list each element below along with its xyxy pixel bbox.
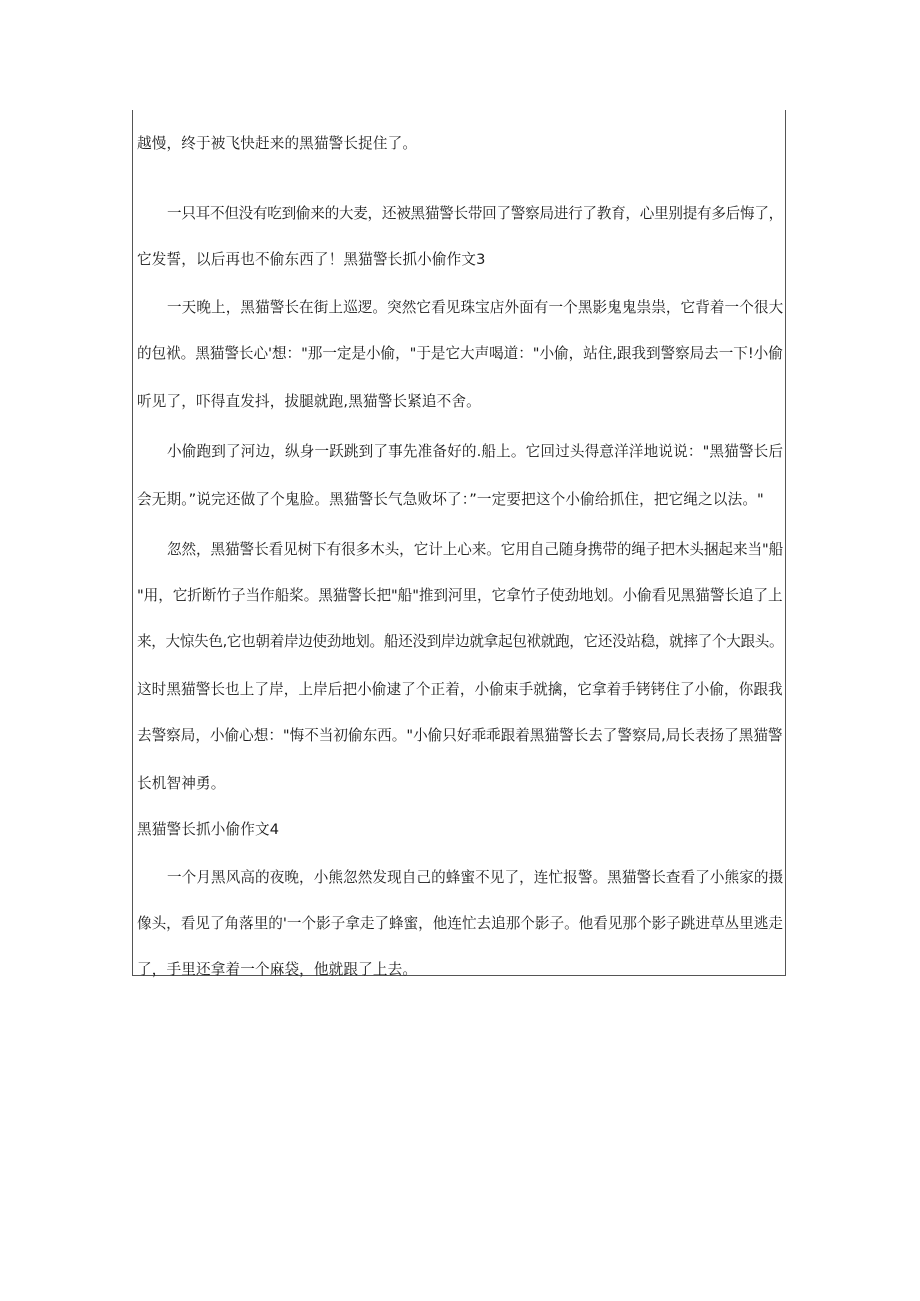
text-line: 像头，看见了角落里的'一个影子拿走了蜂蜜，他连忙去追那个影子。他看见那个影子跳进草丛里逃走 [137, 915, 783, 932]
page-frame [132, 110, 786, 976]
text-line: 了，手里还拿着一个麻袋，他就跟了上去。 [137, 961, 418, 978]
text-line: 的包袱。黑猫警长心'想："那一定是小偷，"于是它大声喝道："小偷，站住,跟我到警察局去一下!小偷 [137, 345, 783, 362]
text-line: "用，它折断竹子当作船桨。黑猫警长把"船"推到河里，它拿竹子使劲地划。小偷看见黑猫警长追了上 [137, 587, 783, 604]
text-line: 它发誓，以后再也不偷东西了！黑猫警长抓小偷作文3 [137, 251, 486, 268]
text-line: 一只耳不但没有吃到偷来的大麦，还被黑猫警长带回了警察局进行了教育，心里别提有多后悔了， [167, 205, 783, 222]
section-heading: 黑猫警长抓小偷作文4 [137, 821, 280, 838]
text-line: 听见了，吓得直发抖，拔腿就跑,黑猫警长紧追不舍。 [137, 393, 481, 410]
text-line: 这时黑猫警长也上了岸，上岸后把小偷逮了个正着，小偷束手就擒，它拿着手铐铐住了小偷，你跟我 [137, 681, 783, 698]
text-line: 越慢，终于被飞快赶来的黑猫警长捉住了。 [137, 135, 418, 152]
text-line: 小偷跑到了河边，纵身一跃跳到了事先准备好的.船上。它回过头得意洋洋地说说："黑猫警长后 [167, 443, 784, 460]
text-line: 会无期。”说完还做了个鬼脸。黑猫警长气急败坏了：”一定要把这个小偷给抓住，把它绳之以法。" [137, 491, 764, 508]
text-line: 去警察局，小偷心想："悔不当初偷东西。"小偷只好乖乖跟着黑猫警长去了警察局,局长表扬了黑猫警 [137, 727, 783, 744]
text-line: 长机智神勇。 [137, 775, 226, 792]
text-line: 一个月黑风高的夜晚，小熊忽然发现自己的蜂蜜不见了，连忙报警。黑猫警长查看了小熊家的摄 [167, 869, 784, 886]
text-line: 来，大惊失色,它也朝着岸边使劲地划。船还没到岸边就拿起包袱就跑，它还没站稳，就摔了个大跟头。 [137, 633, 784, 650]
text-line: 一天晚上，黑猫警长在街上巡逻。突然它看见珠宝店外面有一个黑影鬼鬼祟祟，它背着一个很大 [167, 299, 784, 316]
text-line: 忽然，黑猫警长看见树下有很多木头，它计上心来。它用自己随身携带的绳子把木头捆起来当"船 [167, 541, 784, 558]
